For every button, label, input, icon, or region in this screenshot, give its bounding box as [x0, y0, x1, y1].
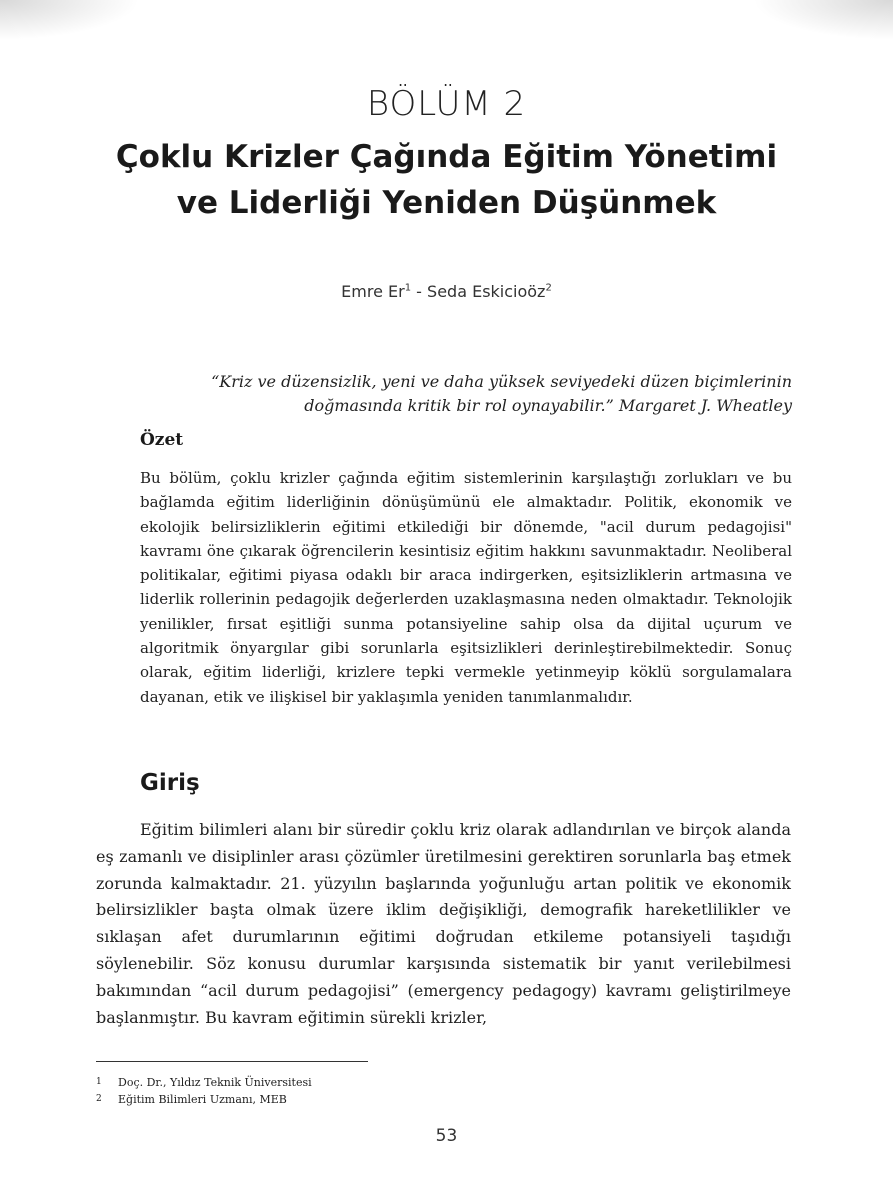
chapter-title [40, 134, 853, 226]
introduction-body [96, 817, 791, 1031]
footnote-2-number: 2 [96, 1094, 102, 1104]
author-2-footnote-mark: 2 [545, 282, 552, 294]
introduction-heading: Giriş [140, 770, 200, 796]
epigraph-quote: “Kriz ve düzensizlik, yeni ve daha yüksek seviyedeki düzen biçimlerinin doğmasında kritik bir rol oynayabilir.” Margaret J. Wheatley [211, 372, 792, 415]
author-1-name: Emre Er [341, 282, 405, 301]
page-number: 53 [435, 1126, 458, 1146]
footnotes [96, 1074, 312, 1108]
author-separator: - [411, 282, 428, 301]
page-corner-shadow-right [753, 0, 893, 40]
page-corner-shadow-left [0, 0, 140, 40]
abstract-paragraph: Bu bölüm, çoklu krizler çağında eğitim sistemlerinin karşılaştığı zorlukları ve bu bağlamda eğitim liderliğinin dönüşümünü ele almaktadır. Politik, ekonomik ve ekolojik belirsizliklerin eğitimi etkilediği bir dönemde, "acil durum pedagojisi" kavramı öne çıkarak öğrencilerin kesintisiz eğitim hakkını savunmaktadır. Neoliberal politikalar, eğitimi piyasa odaklı bir araca indirgerken, eşitsizliklerin artmasına ve liderlik rollerinin pedagojik değerlerden uzaklaşmasına neden olmaktadır. Teknolojik yenilikler, fırsat eşitliği sunma potansiyeline sahip olsa da dijital uçurum ve algoritmik önyargılar gibi sorunlarla eşitsizlikleri derinleştirebilmektedir. Sonuç olarak, eğitim liderliği, krizlere tepki vermekle yetinmeyip köklü sorgulamalara dayanan, etik ve ilişkisel bir yaklaşımla yeniden tanımlanmalıdır. [140, 469, 792, 706]
footnote-2 [96, 1091, 312, 1108]
footnote-divider [96, 1061, 368, 1062]
chapter-title-line-1: Çoklu Krizler Çağında Eğitim Yönetimi [115, 139, 778, 175]
abstract-body [140, 466, 792, 709]
author-line [0, 282, 893, 301]
chapter-label: BÖLÜM 2 [366, 84, 527, 124]
abstract-heading: Özet [140, 430, 184, 450]
introduction-paragraph: Eğitim bilimleri alanı bir süredir çoklu kriz olarak adlandırılan ve birçok alanda eş zamanlı ve disiplinler arası çözümler üretilmesini gerektiren sorunlarla baş etmek zorunda kalmaktadır. 21. yüzyılın başlarında yoğunluğu artan politik ve ekonomik belirsizlikler başta olmak üzere iklim değişikliği, demografik hareketlilikler ve sıklaşan afet durumlarının eğitimi doğrudan etkileme potansiyeli taşıdığı söylenebilir. Söz konusu durumlar karşısında sistematik bir yanıt verilebilmesi bakımından “acil durum pedagojisi” (emergency pedagogy) kavramı geliştirilmeye başlanmıştır. Bu kavram eğitimin sürekli krizler, [96, 820, 791, 1027]
chapter-title-line-2: ve Liderliği Yeniden Düşünmek [176, 185, 717, 221]
footnote-2-text: Eğitim Bilimleri Uzmanı, MEB [118, 1093, 287, 1106]
author-1-footnote-mark: 1 [404, 282, 412, 294]
footnote-1-number: 1 [96, 1077, 102, 1087]
author-2-name: Seda Eskicioöz [427, 282, 546, 301]
footnote-1 [96, 1074, 312, 1091]
footnote-1-text: Doç. Dr., Yıldız Teknik Üniversitesi [118, 1076, 312, 1089]
